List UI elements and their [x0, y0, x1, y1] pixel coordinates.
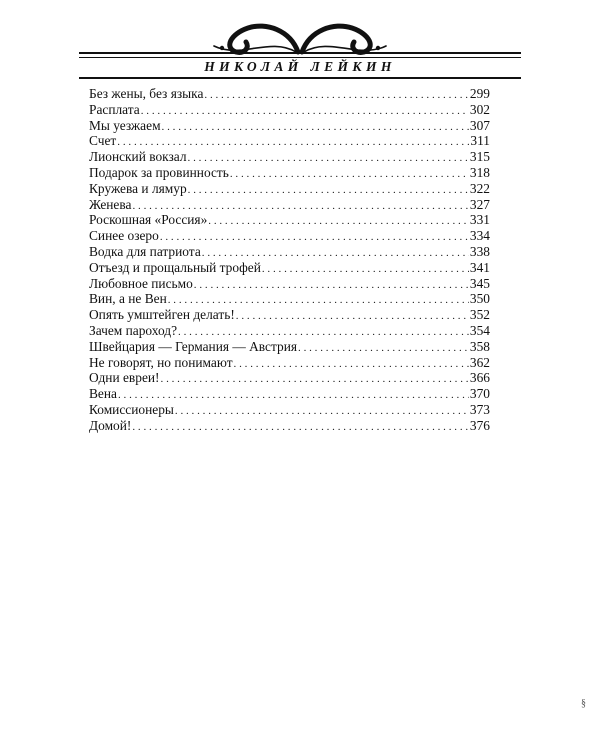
toc-entry-page-number: 345 [469, 275, 490, 291]
toc-entry [89, 260, 490, 276]
toc-entry-page-number: 318 [469, 164, 490, 180]
toc-entry-title: Не говорят, но понимают [89, 354, 233, 370]
header-top-rule [79, 52, 521, 54]
toc-entry [89, 244, 490, 260]
toc-dot-leader [208, 214, 469, 230]
toc-entry-title: Без жены, без языка [89, 86, 204, 101]
toc-entry-page-number: 358 [469, 338, 490, 354]
toc-entry-page-number: 315 [469, 149, 490, 165]
toc-entry [89, 197, 490, 213]
toc-entry [89, 118, 490, 134]
toc-entry-title: Счет [89, 133, 117, 149]
toc-entry [89, 370, 490, 386]
toc-entry [89, 355, 490, 371]
toc-dot-leader [162, 120, 469, 136]
toc-entry-title: Подарок за провинность [89, 164, 229, 180]
running-head-author: НИКОЛАЙ ЛЕЙКИН [204, 59, 396, 74]
toc-entry-page-number: 366 [469, 370, 490, 386]
toc-entry-page-number: 354 [469, 322, 490, 338]
toc-entry [89, 102, 490, 118]
toc-entry [89, 212, 490, 228]
toc-dot-leader [132, 420, 469, 436]
toc-entry-page-number: 311 [470, 133, 490, 149]
toc-dot-leader [204, 88, 469, 104]
toc-entry-title: Лионский вокзал [89, 149, 187, 165]
toc-entry-page-number: 302 [469, 101, 490, 117]
header-bottom-rule [79, 77, 521, 79]
toc-entry [89, 149, 490, 165]
toc-entry-page-number: 341 [469, 259, 490, 275]
toc-entry-title: Роскошная «Россия» [89, 212, 208, 228]
toc-entry [89, 418, 490, 434]
toc-entry [89, 339, 490, 355]
toc-dot-leader [141, 104, 469, 120]
toc-entry-title: Кружева и лямур [89, 180, 187, 196]
toc-entry-page-number: 338 [469, 243, 490, 259]
toc-entry [89, 386, 490, 402]
toc-entry-page-number: 327 [469, 196, 490, 212]
table-of-contents [89, 86, 490, 434]
toc-entry-page-number: 299 [469, 86, 490, 101]
toc-entry-page-number: 350 [469, 291, 490, 307]
toc-entry [89, 228, 490, 244]
toc-entry-page-number: 352 [469, 307, 490, 323]
toc-dot-leader [262, 262, 469, 278]
toc-dot-leader [298, 341, 469, 357]
toc-entry [89, 323, 490, 339]
toc-dot-leader [188, 183, 469, 199]
toc-entry [89, 307, 490, 323]
toc-entry-page-number: 370 [469, 386, 490, 402]
toc-entry [89, 402, 490, 418]
toc-entry-title: Одни евреи! [89, 370, 160, 386]
corner-mark: § [581, 698, 586, 709]
toc-entry-title: Женева [89, 196, 132, 212]
toc-entry [89, 133, 490, 149]
toc-entry [89, 291, 490, 307]
toc-dot-leader [161, 372, 469, 388]
toc-dot-leader [160, 230, 469, 246]
toc-dot-leader [194, 278, 469, 294]
toc-entry-title: Комиссионеры [89, 401, 174, 417]
toc-dot-leader [234, 357, 469, 373]
toc-entry-title: Водка для патриота [89, 243, 201, 259]
toc-entry [89, 86, 490, 102]
toc-dot-leader [175, 404, 469, 420]
toc-entry-title: Отъезд и прощальный трофей [89, 259, 261, 275]
toc-entry-title: Зачем пароход? [89, 322, 178, 338]
toc-entry-title: Мы уезжаем [89, 117, 161, 133]
toc-entry-title: Синее озеро [89, 228, 159, 244]
toc-dot-leader [236, 309, 469, 325]
toc-entry [89, 165, 490, 181]
toc-entry-title: Любовное письмо [89, 275, 193, 291]
toc-entry-page-number: 334 [469, 228, 490, 244]
toc-entry [89, 181, 490, 197]
toc-entry [89, 276, 490, 292]
toc-entry-title: Расплата [89, 101, 140, 117]
toc-entry-page-number: 376 [469, 417, 490, 433]
toc-entry-title: Домой! [89, 417, 132, 433]
toc-dot-leader [188, 151, 469, 167]
toc-entry-title: Опять умштейген делать! [89, 307, 235, 323]
header-top-thin-rule [79, 57, 521, 58]
toc-dot-leader [230, 167, 469, 183]
toc-entry-page-number: 373 [469, 401, 490, 417]
toc-entry-title: Вена [89, 386, 117, 402]
toc-entry-page-number: 331 [469, 212, 490, 228]
toc-entry-page-number: 307 [469, 117, 490, 133]
toc-entry-page-number: 322 [469, 180, 490, 196]
toc-entry-page-number: 362 [469, 354, 490, 370]
toc-entry-title: Вин, а не Вен [89, 291, 167, 307]
toc-entry-title: Швейцария — Германия — Австрия [89, 338, 298, 354]
